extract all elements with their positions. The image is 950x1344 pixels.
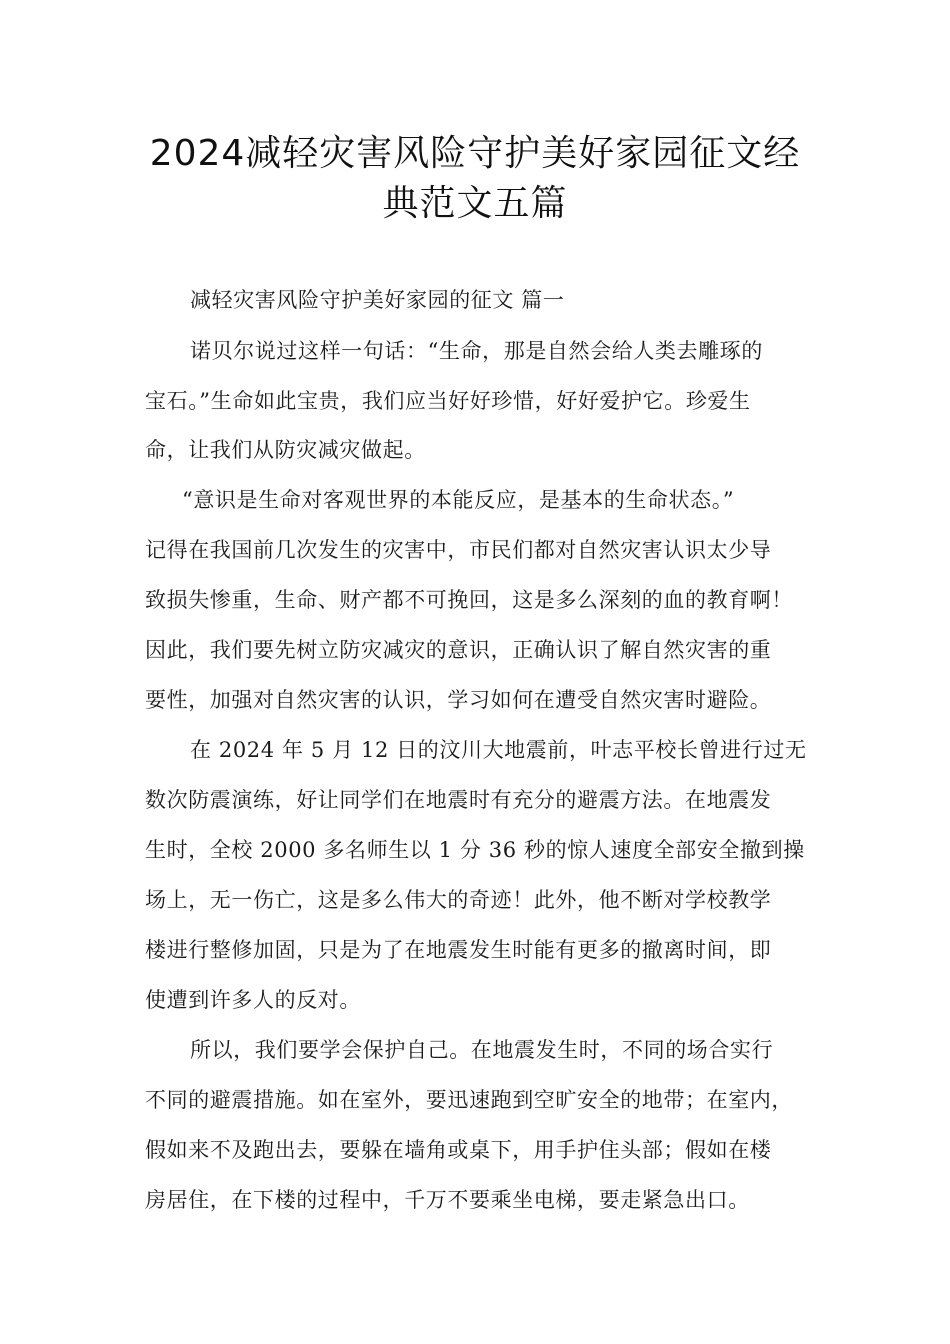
text-line: 所以，我们要学会保护自己。在地震发生时，不同的场合实行 <box>190 1038 774 1062</box>
text-line: 因此，我们要先树立防灾减灾的意识，正确认识了解自然灾害的重 <box>145 638 772 662</box>
text-line: “意识是生命对客观世界的本能反应，是基本的生命状态。” <box>182 488 735 512</box>
text-line: 楼进行整修加固，只是为了在地震发生时能有更多的撤离时间，即 <box>145 938 772 962</box>
text-line: 宝石。”生命如此宝贵，我们应当好好珍惜，好好爱护它。珍爱生 <box>145 389 751 413</box>
text-line: 使遭到许多人的反对。 <box>145 988 361 1012</box>
text-line: 要性，加强对自然灾害的认识，学习如何在遭受自然灾害时避险。 <box>145 688 772 712</box>
text-line: 致损失惨重，生命、财产都不可挽回，这是多么深刻的血的教育啊！ <box>145 588 793 612</box>
text-line: 假如来不及跑出去，要躲在墙角或桌下，用手护住头部；假如在楼 <box>145 1138 772 1162</box>
document-title-line-2: 典范文五篇 <box>382 183 568 224</box>
text-line: 在 2024 年 5 月 12 日的汶川大地震前，叶志平校长曾进行过无 <box>190 738 807 762</box>
text-line: 数次防震演练，好让同学们在地震时有充分的避震方法。在地震发 <box>145 788 772 812</box>
text-line: 生时，全校 2000 多名师生以 1 分 36 秒的惊人速度全部安全撤到操 <box>145 838 805 862</box>
text-line: 房居住，在下楼的过程中，千万不要乘坐电梯，要走紧急出口。 <box>145 1188 750 1212</box>
text-line: 诺贝尔说过这样一句话：“生命，那是自然会给人类去雕琢的 <box>190 339 763 363</box>
text-line: 场上，无一伤亡，这是多么伟大的奇迹！此外，他不断对学校教学 <box>145 888 772 912</box>
section-heading: 减轻灾害风险守护美好家园的征文 篇一 <box>190 288 565 312</box>
text-line: 不同的避震措施。如在室外，要迅速跑到空旷安全的地带；在室内， <box>145 1088 793 1112</box>
document-title-line-1: 2024减轻灾害风险守护美好家园征文经 <box>149 133 801 174</box>
text-line: 记得在我国前几次发生的灾害中，市民们都对自然灾害认识太少导 <box>145 538 772 562</box>
text-line: 命，让我们从防灾减灾做起。 <box>145 438 426 462</box>
